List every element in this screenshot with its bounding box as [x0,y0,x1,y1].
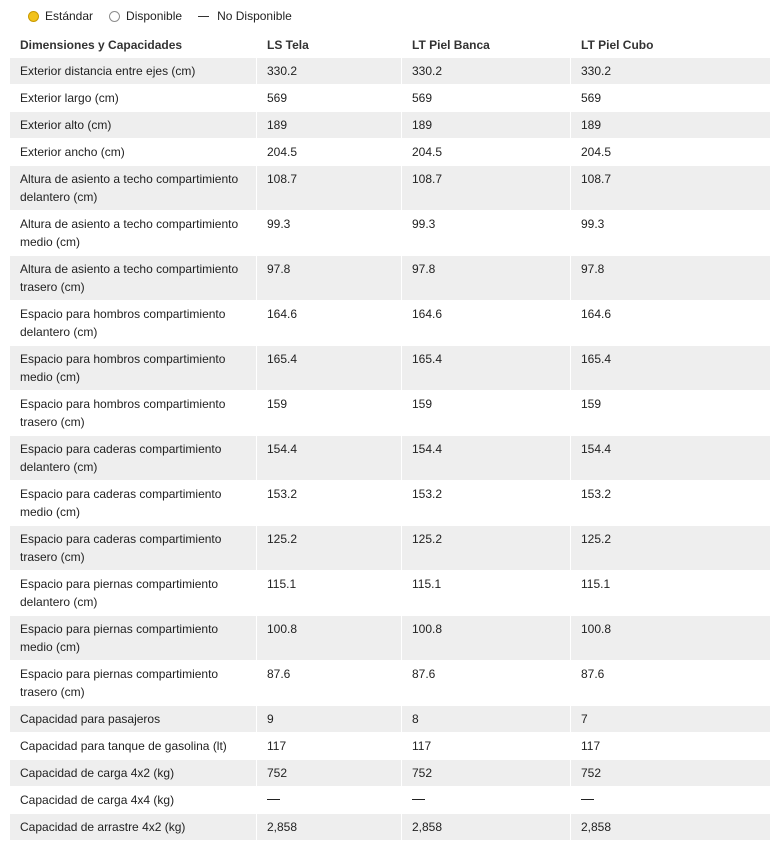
row-label: Espacio para caderas compartimiento delantero (cm) [10,436,257,480]
table-row [10,814,770,841]
specs-table [10,34,770,841]
row-label: Capacidad para tanque de gasolina (lt) [10,733,257,759]
table-row [10,436,770,481]
row-label: Espacio para piernas compartimiento medio (cm) [10,616,257,660]
row-value: 115.1 [402,571,571,615]
legend-available-label: Disponible [126,9,183,23]
table-row [10,616,770,661]
header-lt-piel-banca: LT Piel Banca [402,34,571,58]
row-value: 569 [402,85,571,111]
row-value: 100.8 [571,616,770,660]
row-value: 87.6 [257,661,402,705]
row-label: Espacio para hombros compartimiento delantero (cm) [10,301,257,345]
table-row [10,58,770,85]
row-value: 159 [402,391,571,435]
table-row [10,733,770,760]
row-value: 125.2 [571,526,770,570]
row-value: 100.8 [257,616,402,660]
row-value: 117 [257,733,402,759]
legend [28,8,308,24]
table-row [10,571,770,616]
header-lt-piel-cubo: LT Piel Cubo [581,38,654,52]
table-row [10,85,770,112]
row-value: 87.6 [402,661,571,705]
row-value: 569 [571,85,770,111]
row-label: Capacidad de carga 4x4 (kg) [10,787,257,813]
row-label: Espacio para caderas compartimiento medio (cm) [10,481,257,525]
table-row [10,346,770,391]
row-value: 8 [402,706,571,732]
row-label: Altura de asiento a techo compartimiento trasero (cm) [10,256,257,300]
row-value: 164.6 [257,301,402,345]
row-value: 752 [257,760,402,786]
standard-dot-icon [28,11,39,22]
row-label: Capacidad de arrastre 4x2 (kg) [10,814,257,840]
row-value: 189 [402,112,571,138]
row-value: 100.8 [402,616,571,660]
row-value: 117 [402,733,571,759]
row-label: Exterior alto (cm) [10,112,257,138]
row-label: Espacio para piernas compartimiento delantero (cm) [10,571,257,615]
row-value: 204.5 [257,139,402,165]
row-value: 108.7 [571,166,770,210]
row-value: 7 [571,706,770,732]
table-row [10,112,770,139]
row-value: 99.3 [571,211,770,255]
row-value: 125.2 [402,526,571,570]
table-row [10,787,770,814]
row-value: 108.7 [402,166,571,210]
row-value: 204.5 [571,139,770,165]
table-row [10,391,770,436]
row-value: 87.6 [571,661,770,705]
row-label: Exterior largo (cm) [10,85,257,111]
row-value: 569 [257,85,402,111]
row-value: 154.4 [402,436,571,480]
row-label: Espacio para caderas compartimiento trasero (cm) [10,526,257,570]
row-value: 153.2 [571,481,770,525]
not-available-dash-icon [581,799,594,800]
row-label: Altura de asiento a techo compartimiento delantero (cm) [10,166,257,210]
row-value: 9 [257,706,402,732]
table-row [10,301,770,346]
row-value: 330.2 [257,58,402,84]
row-value: 2,858 [257,814,402,840]
row-value: 204.5 [402,139,571,165]
not-available-dash-icon [267,799,280,800]
row-value: 752 [571,760,770,786]
row-value: 153.2 [257,481,402,525]
row-label: Exterior ancho (cm) [10,139,257,165]
table-row [10,211,770,256]
table-row [10,706,770,733]
row-value: 154.4 [571,436,770,480]
row-value: 752 [402,760,571,786]
row-value [402,787,571,813]
table-body [10,58,770,841]
row-label: Capacidad para pasajeros [10,706,257,732]
row-value: 2,858 [571,814,770,840]
table-row [10,661,770,706]
table-row [10,166,770,211]
row-value: 153.2 [402,481,571,525]
table-row [10,256,770,301]
row-value: 97.8 [402,256,571,300]
row-label: Capacidad de carga 4x2 (kg) [10,760,257,786]
row-value: 189 [571,112,770,138]
not-available-dash-icon [412,799,425,800]
row-value: 165.4 [402,346,571,390]
row-value: 115.1 [571,571,770,615]
row-value: 115.1 [257,571,402,615]
row-value: 97.8 [257,256,402,300]
row-label: Altura de asiento a techo compartimiento medio (cm) [10,211,257,255]
row-value: 159 [257,391,402,435]
table-row [10,481,770,526]
row-label: Espacio para hombros compartimiento trasero (cm) [10,391,257,435]
row-value: 2,858 [402,814,571,840]
row-value: 154.4 [257,436,402,480]
legend-standard [28,9,93,23]
table-row [10,139,770,166]
available-circle-icon [109,11,120,22]
legend-standard-label: Estándar [45,9,94,23]
table-row [10,760,770,787]
header-dimensions: Dimensiones y Capacidades [10,34,257,58]
row-value: 164.6 [402,301,571,345]
table-row [10,526,770,571]
row-value [257,787,402,813]
row-value: 97.8 [571,256,770,300]
row-value: 165.4 [571,346,770,390]
row-value: 165.4 [257,346,402,390]
row-value [571,787,770,813]
legend-not-available-label: No Disponible [217,9,292,23]
row-value: 108.7 [257,166,402,210]
row-value: 189 [257,112,402,138]
legend-available [109,9,182,23]
row-value: 117 [571,733,770,759]
not-available-dash-icon [198,16,209,17]
row-value: 99.3 [257,211,402,255]
header-ls-tela: LS Tela [257,34,402,58]
table-header [10,34,770,58]
legend-not-available [198,9,292,23]
row-label: Espacio para piernas compartimiento trasero (cm) [10,661,257,705]
row-label: Espacio para hombros compartimiento medio (cm) [10,346,257,390]
row-value: 125.2 [257,526,402,570]
row-value: 159 [571,391,770,435]
row-value: 99.3 [402,211,571,255]
row-value: 330.2 [402,58,571,84]
row-value: 330.2 [571,58,770,84]
row-label: Exterior distancia entre ejes (cm) [10,58,257,84]
row-value: 164.6 [571,301,770,345]
